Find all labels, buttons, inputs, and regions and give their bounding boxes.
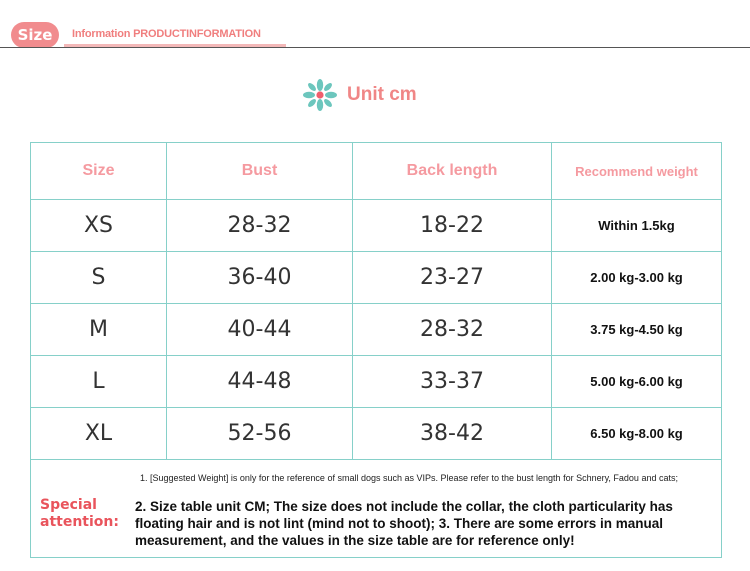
unit-heading (301, 78, 417, 112)
cell-bust: 36-40 (167, 252, 353, 304)
cell-back-length: 23-27 (353, 252, 552, 304)
cell-size: M (31, 304, 167, 356)
table-header-row (31, 143, 722, 200)
cell-size: L (31, 356, 167, 408)
notes-row (31, 460, 722, 558)
cell-weight: 5.00 kg-6.00 kg (552, 356, 722, 408)
cell-back-length: 28-32 (353, 304, 552, 356)
size-badge: Size (11, 22, 59, 48)
table-row (31, 408, 722, 460)
cell-weight: Within 1.5kg (552, 200, 722, 252)
cell-weight: 6.50 kg-8.00 kg (552, 408, 722, 460)
header-recommend-weight: Recommend weight (552, 143, 722, 200)
table-row (31, 304, 722, 356)
cell-weight: 3.75 kg-4.50 kg (552, 304, 722, 356)
cell-back-length: 33-37 (353, 356, 552, 408)
note-size-details: 2. Size table unit CM; The size does not include the collar, the cloth particularity has floating hair and is not lint (mind not to shoot); 3. There are some errors in manual measurement, and the values in the size table are for reference only! (135, 499, 673, 548)
size-table (30, 142, 722, 558)
cell-size: XS (31, 200, 167, 252)
cell-size: S (31, 252, 167, 304)
cell-size: XL (31, 408, 167, 460)
note-suggested-weight: 1. [Suggested Weight] is only for the reference of small dogs such as VIPs. Please refer to the bust length for Schnery, Fadou and cats; (140, 473, 678, 483)
cell-bust: 40-44 (167, 304, 353, 356)
cell-weight: 2.00 kg-3.00 kg (552, 252, 722, 304)
cell-bust: 28-32 (167, 200, 353, 252)
table-row (31, 200, 722, 252)
cell-bust: 44-48 (167, 356, 353, 408)
header-size: Size (31, 143, 167, 200)
cell-bust: 52-56 (167, 408, 353, 460)
unit-label: Unit cm (347, 84, 417, 105)
header-divider (0, 47, 750, 48)
cell-back-length: 38-42 (353, 408, 552, 460)
table-row (31, 252, 722, 304)
cell-back-length: 18-22 (353, 200, 552, 252)
special-attention-label: Special attention: (40, 497, 119, 530)
notes-cell (31, 460, 722, 558)
header-title: Information PRODUCTINFORMATION (72, 28, 261, 40)
header-back-length: Back length (353, 143, 552, 200)
flower-icon (301, 78, 339, 112)
header (0, 0, 750, 50)
table-row (31, 356, 722, 408)
header-bust: Bust (167, 143, 353, 200)
